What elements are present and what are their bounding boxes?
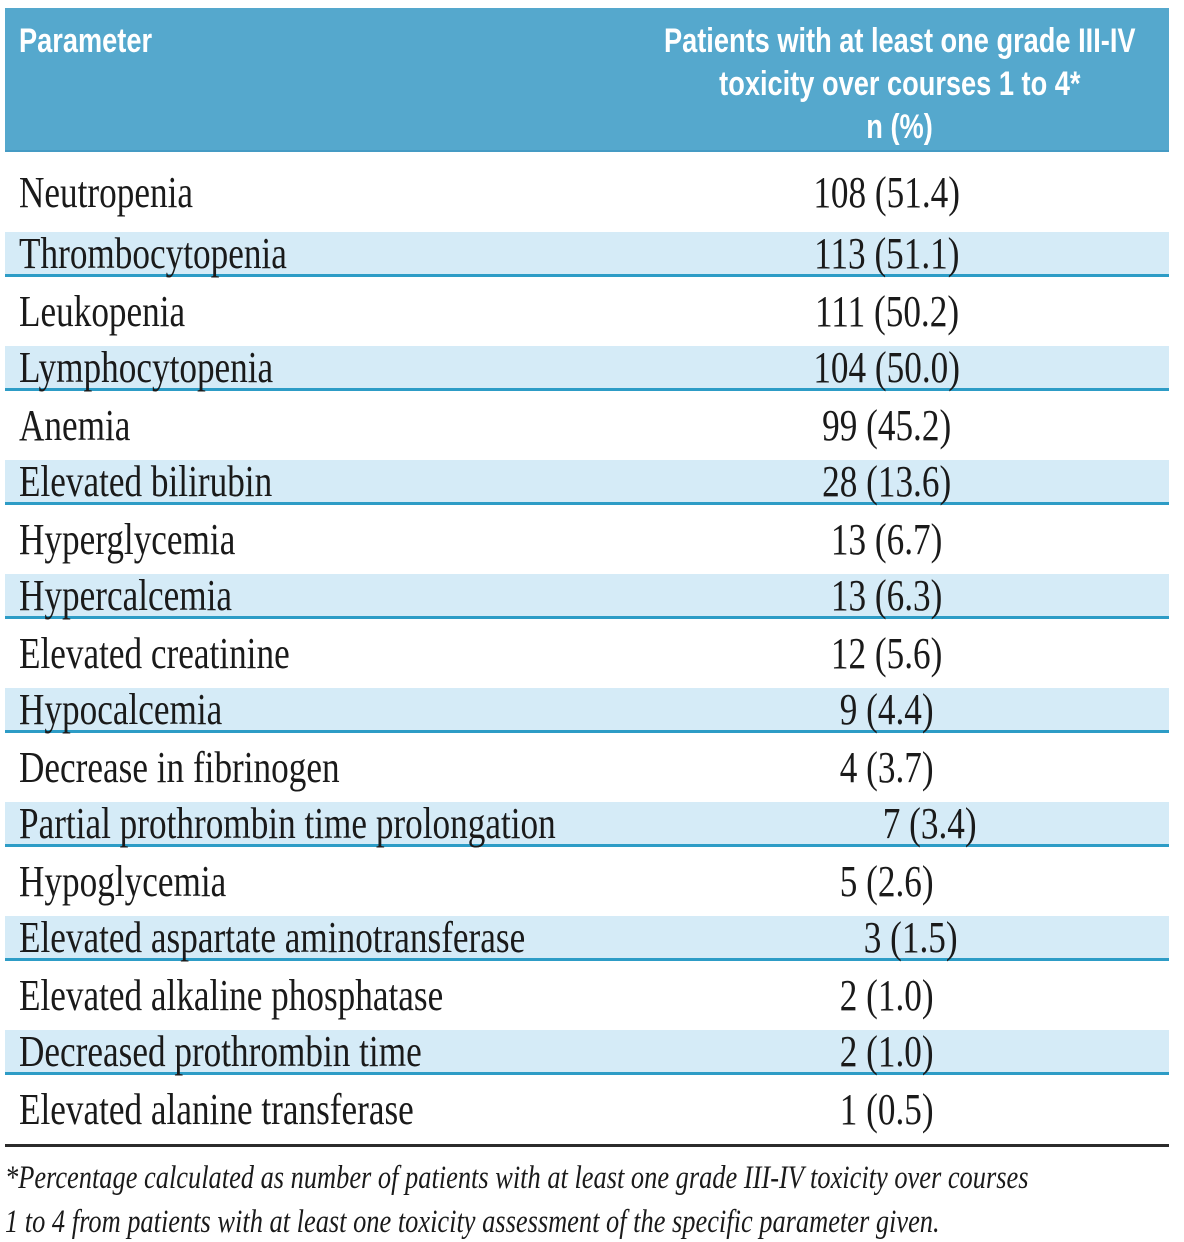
value-cell: 28 (13.6) <box>822 456 952 506</box>
footnote-line-2: 1 to 4 from patients with at least one toxicity assessment of the specific parameter given. <box>5 1204 940 1240</box>
parameter-cell: Hyperglycemia <box>19 515 236 564</box>
value-cell: 12 (5.6) <box>831 629 943 678</box>
parameter-cell: Anemia <box>19 401 131 450</box>
parameter-cell: Lymphocytopenia <box>19 342 274 392</box>
value-cell: 99 (45.2) <box>822 401 952 450</box>
value-cell: 111 (50.2) <box>814 287 960 336</box>
table-row-anemia <box>5 391 1169 460</box>
header-patients-line-2: toxicity over courses 1 to 4* <box>719 65 1081 103</box>
table-row-partial-prothrombin-time-prolongation <box>5 798 1169 848</box>
header-parameter-cell <box>5 8 605 150</box>
table-row-elevated-alanine-transferase <box>5 1075 1169 1144</box>
value-cell: 9 (4.4) <box>840 684 934 734</box>
table-row-hyperglycemia <box>5 505 1169 574</box>
header-n-percent-label: n (%) <box>866 108 933 146</box>
table-row-thrombocytopenia <box>5 228 1169 278</box>
table-row-neutropenia <box>5 152 1169 232</box>
value-cell: 7 (3.4) <box>882 798 977 848</box>
parameter-cell: Elevated alkaline phosphatase <box>19 971 444 1020</box>
value-cell: 5 (2.6) <box>840 857 934 906</box>
footnote-divider-rule <box>5 1144 1169 1147</box>
table-row-hypoglycemia <box>5 847 1169 916</box>
value-cell: 104 (50.0) <box>813 342 961 392</box>
table-row-decrease-in-fibrinogen <box>5 733 1169 802</box>
parameter-cell: Leukopenia <box>19 287 186 336</box>
value-cell: 1 (0.5) <box>840 1085 934 1134</box>
parameter-cell: Elevated bilirubin <box>19 456 273 506</box>
value-cell: 3 (1.5) <box>863 912 958 962</box>
header-parameter-label: Parameter <box>19 22 153 60</box>
value-cell: 108 (51.4) <box>813 167 961 217</box>
parameter-cell: Hypercalcemia <box>19 570 233 620</box>
table-row-lymphocytopenia <box>5 342 1169 392</box>
value-cell: 13 (6.7) <box>831 515 943 564</box>
value-cell: 2 (1.0) <box>840 971 934 1020</box>
table-row-hypocalcemia <box>5 684 1169 734</box>
parameter-cell: Decreased prothrombin time <box>19 1026 422 1076</box>
table-row-decreased-prothrombin-time <box>5 1026 1169 1076</box>
value-cell: 4 (3.7) <box>840 743 934 792</box>
parameter-cell: Hypoglycemia <box>19 857 227 906</box>
parameter-cell: Hypocalcemia <box>19 684 223 734</box>
table-row-elevated-aspartate-aminotransferase <box>5 912 1169 962</box>
value-cell: 2 (1.0) <box>840 1026 934 1076</box>
header-patients-cell <box>605 8 1184 150</box>
value-cell: 13 (6.3) <box>831 570 943 620</box>
footnote-line-1: *Percentage calculated as number of patients with at least one grade III-IV toxicity over courses <box>5 1160 1029 1196</box>
table-row-hypercalcemia <box>5 570 1169 620</box>
parameter-cell: Elevated aspartate aminotransferase <box>19 912 526 962</box>
parameter-cell: Partial prothrombin time prolongation <box>19 798 556 848</box>
table-header-row <box>5 8 1169 152</box>
footnote <box>5 1156 1169 1242</box>
parameter-cell: Decrease in fibrinogen <box>19 743 340 792</box>
toxicity-table <box>5 8 1169 1242</box>
parameter-cell: Elevated creatinine <box>19 629 290 678</box>
parameter-cell: Elevated alanine transferase <box>19 1085 414 1134</box>
table-row-leukopenia <box>5 277 1169 346</box>
header-patients-line-1: Patients with at least one grade III-IV <box>663 22 1136 60</box>
parameter-cell: Thrombocytopenia <box>19 228 287 278</box>
parameter-cell: Neutropenia <box>19 167 193 217</box>
table-row-elevated-bilirubin <box>5 456 1169 506</box>
value-cell: 113 (51.1) <box>814 228 960 278</box>
table-row-elevated-creatinine <box>5 619 1169 688</box>
table-row-elevated-alkaline-phosphatase <box>5 961 1169 1030</box>
